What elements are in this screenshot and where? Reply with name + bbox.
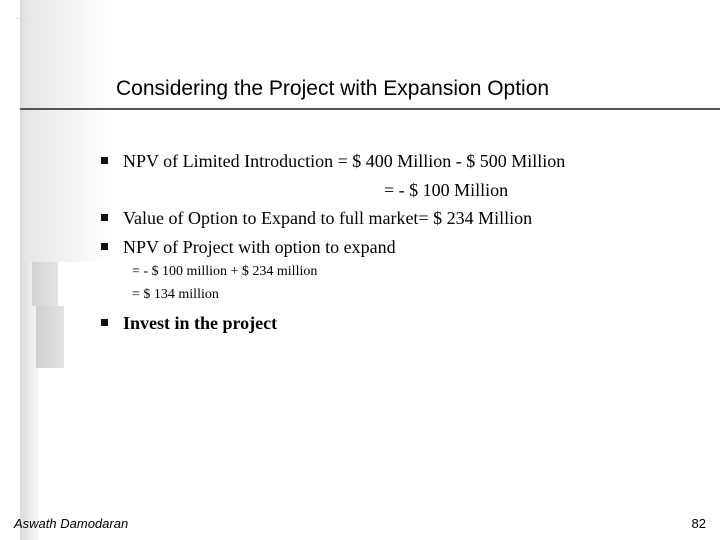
slide-title: Considering the Project with Expansion Option <box>116 77 550 100</box>
bullet-npv-limited: NPV of Limited Introduction = $ 400 Million - $ 500 Million <box>123 151 566 171</box>
left-decor-block <box>32 262 58 306</box>
bullet-npv-with-option: NPV of Project with option to expand <box>123 237 396 257</box>
bullet-decision: Invest in the project <box>123 313 278 333</box>
page-number: 82 <box>691 516 706 531</box>
bullet-marker <box>101 157 108 164</box>
bullet-marker <box>101 319 108 326</box>
bullet-marker <box>101 214 108 221</box>
bullet-npv-limited-result: = - $ 100 Million <box>384 180 509 200</box>
sub-line-calc: = - $ 100 million + $ 234 million <box>132 264 318 279</box>
sub-line-result: = $ 134 million <box>132 287 219 302</box>
title-divider <box>20 108 720 110</box>
footer-author: Aswath Damodaran <box>14 516 129 531</box>
bullet-option-value: Value of Option to Expand to full market= $ 234 Million <box>123 208 533 228</box>
corner-mark <box>16 18 26 19</box>
left-decor-block <box>36 306 64 368</box>
left-decor-panel <box>24 0 110 262</box>
bullet-marker <box>101 243 108 250</box>
